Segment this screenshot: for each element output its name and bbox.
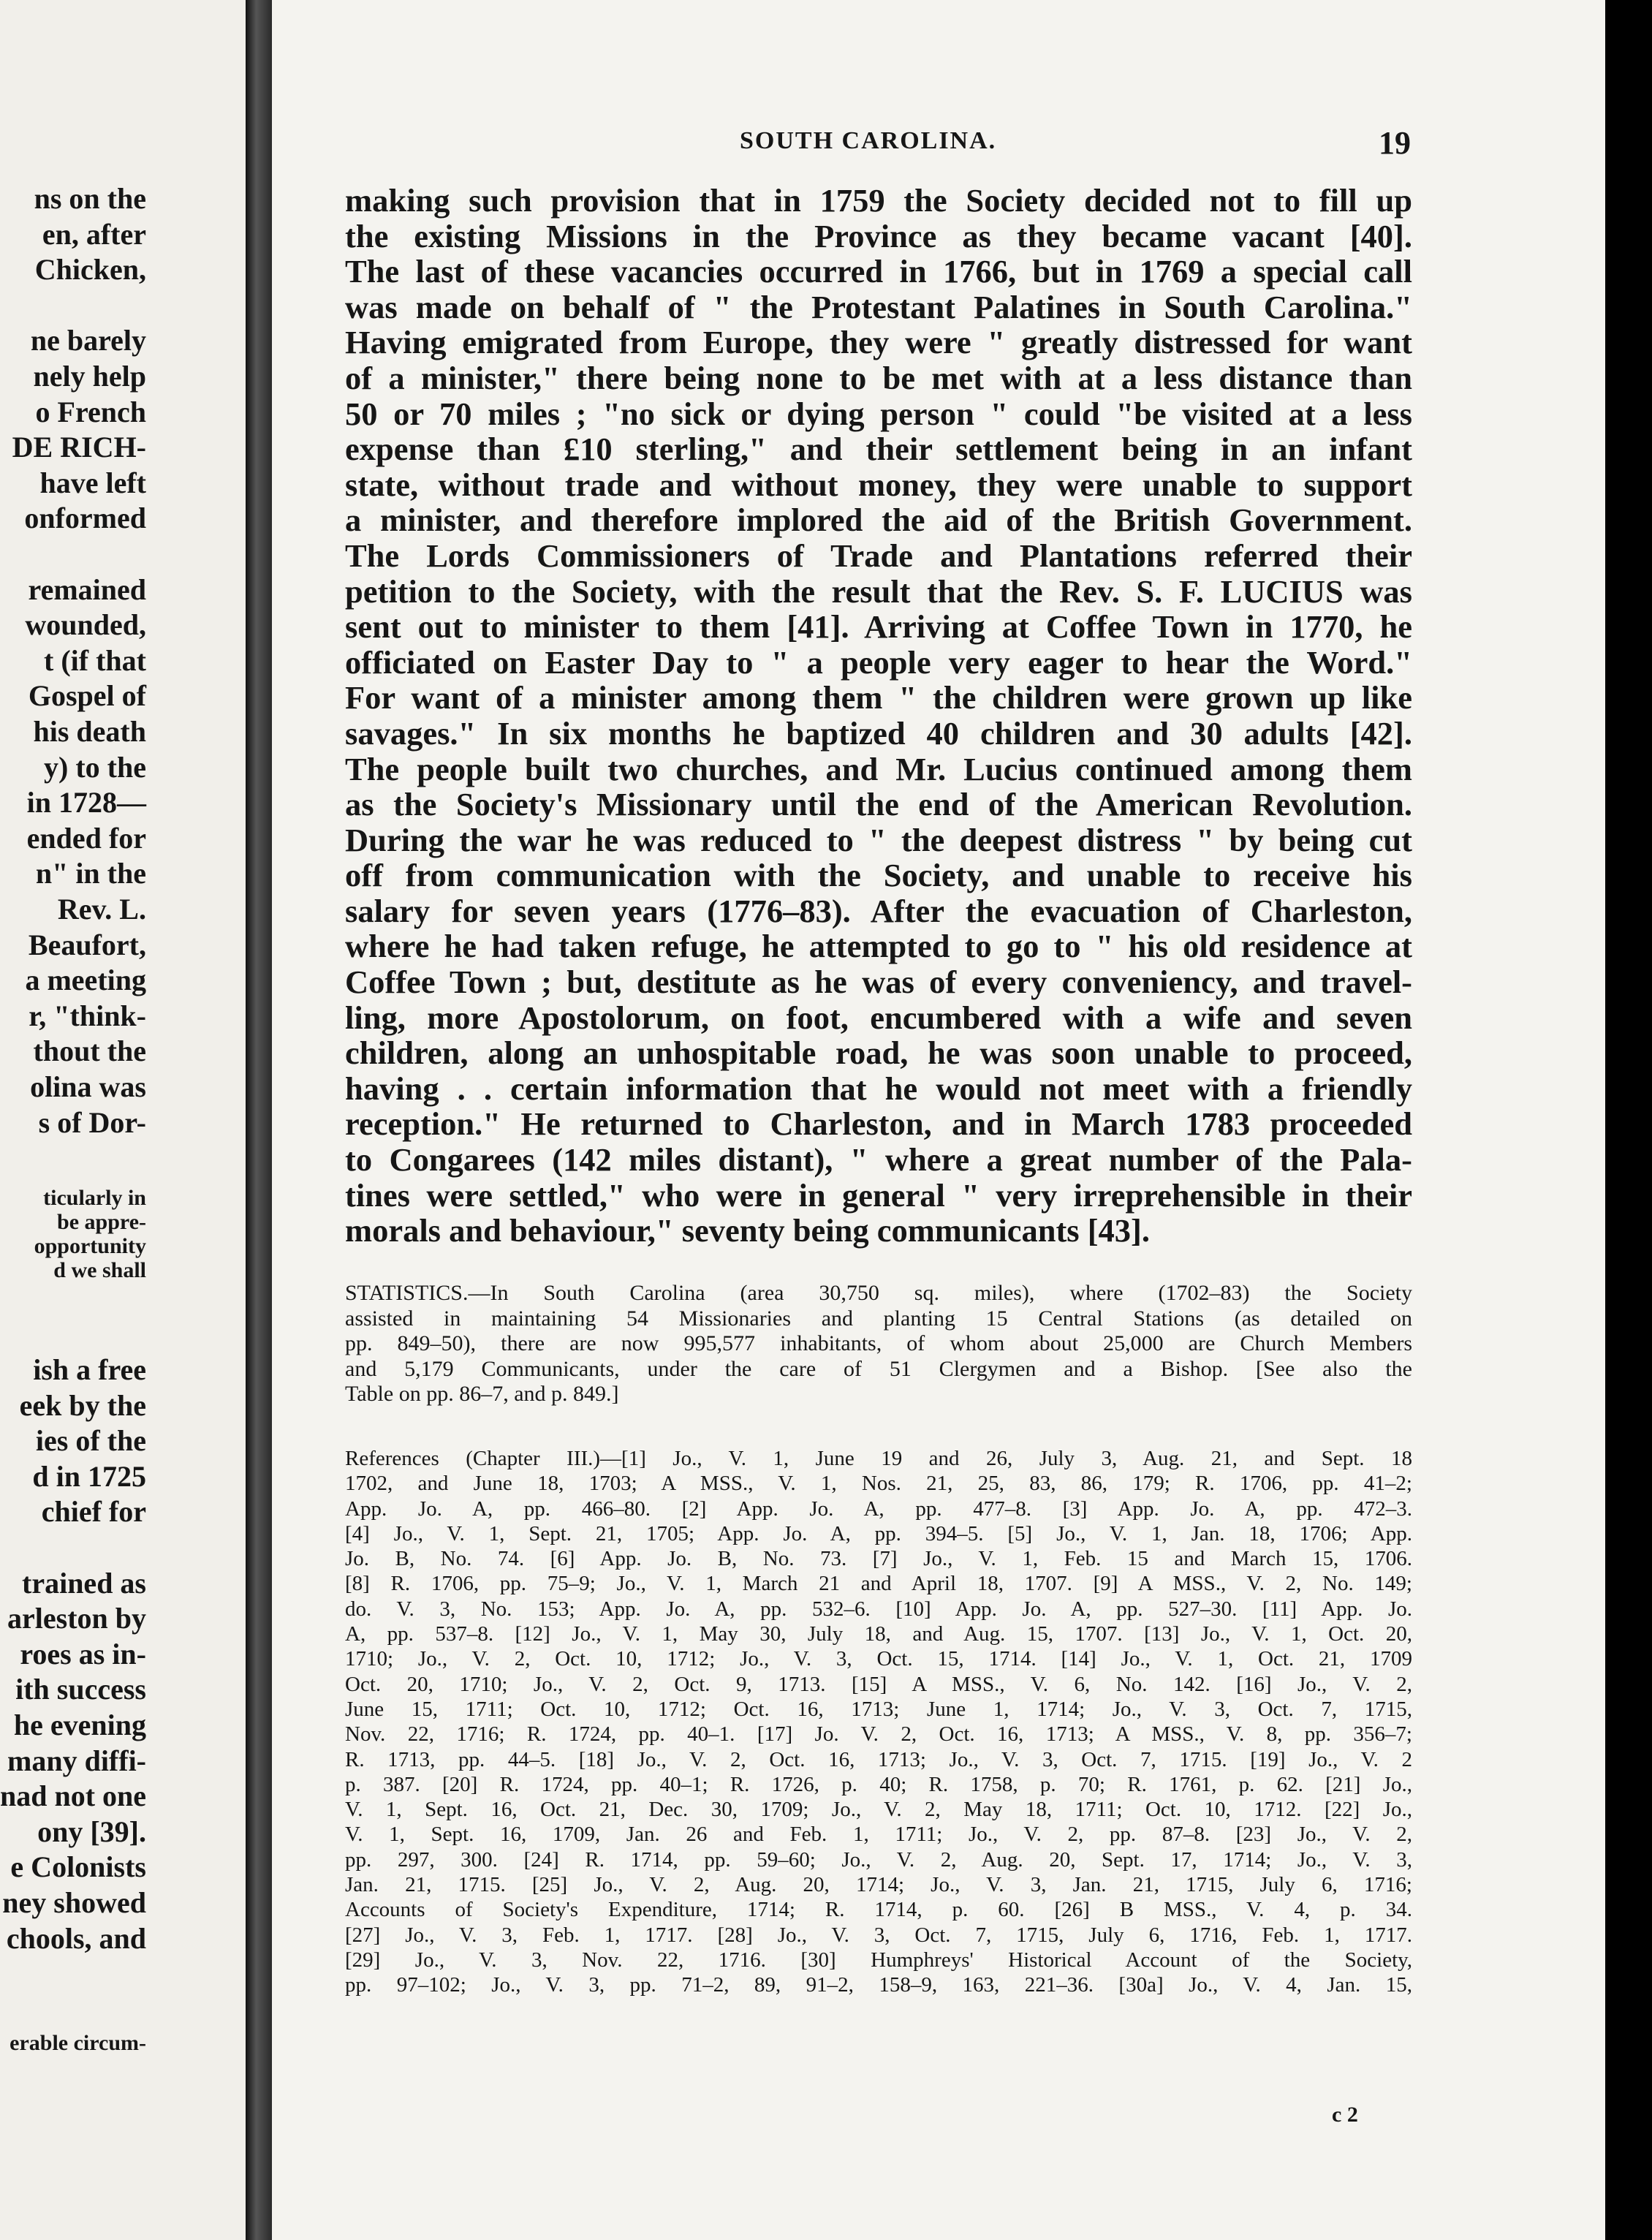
reference-line: Jan. 21, 1715. [25] Jo., V. 2, Aug. 20, 1714; Jo., V. 3, Jan. 21, 1715, July 6, 1716; — [345, 1873, 1412, 1897]
facing-page-line: he evening — [13, 1709, 146, 1741]
body-line: officiated on Easter Day to " a people very eager to hear the Word." — [345, 643, 1412, 681]
body-line: having . . certain information that he would not meet with a friendly — [345, 1070, 1412, 1107]
facing-page-line: trained as — [22, 1566, 146, 1600]
facing-page-line: nad not one — [0, 1779, 147, 1813]
facing-page-line: ne barely — [30, 324, 146, 357]
body-line: state, without trade and without money, they were unable to support — [345, 466, 1412, 503]
facing-page-line: ies of the — [35, 1424, 146, 1458]
body-line: the existing Missions in the Province as they became vacant [40]. — [345, 217, 1412, 254]
reference-line: [4] Jo., V. 1, Sept. 21, 1705; App. Jo. A, pp. 394–5. [5] Jo., V. 1, Jan. 18, 1706; App. — [345, 1521, 1412, 1545]
facing-page-line: DE RICH- — [12, 431, 146, 464]
reference-line: do. V. 3, No. 153; App. Jo. A, pp. 532–6. [10] App. Jo. A, pp. 527–30. [11] App. Jo. — [345, 1597, 1412, 1621]
reference-line: pp. 297, 300. [24] R. 1714, pp. 59–60; Jo., V. 2, Aug. 20, Sept. 17, 1714; Jo., V. 3, — [345, 1847, 1412, 1872]
facing-page-line: Chicken, — [34, 253, 146, 287]
facing-page-line: s of Dor- — [38, 1105, 146, 1139]
facing-page-line: eek by the — [19, 1388, 146, 1422]
body-line: a minister, and therefore implored the aid of the British Government. — [345, 502, 1412, 539]
facing-page-line: d we shall — [53, 1258, 146, 1282]
facing-page-line: Beaufort, — [28, 928, 146, 961]
body-line: savages." In six months he baptized 40 children and 30 adults [42]. — [345, 714, 1412, 752]
body-line: children, along an unhospitable road, he was soon unable to proceed, — [345, 1034, 1412, 1072]
facing-page-line: ony [39]. — [37, 1815, 146, 1848]
facing-page-bottom-line: erable circum- — [10, 2031, 146, 2055]
body-line: ling, more Apostolorum, on foot, encumbered with a wife and seven — [345, 999, 1412, 1036]
facing-page-line: e Colonists — [10, 1850, 146, 1884]
reference-line: [8] R. 1706, pp. 75–9; Jo., V. 1, March 21 and April 18, 1707. [9] A MSS., V. 2, No. 149; — [345, 1572, 1412, 1596]
facing-page-line: be appre- — [57, 1210, 146, 1234]
body-line: For want of a minister among them " the children were grown up like — [345, 679, 1412, 716]
body-line: The Lords Commissioners of Trade and Plantations referred their — [345, 537, 1412, 574]
facing-page-line: n" in the — [35, 857, 146, 890]
statistics-line: STATISTICS.—In South Carolina (area 30,750 sq. miles), where (1702–83) the Society — [345, 1281, 1412, 1305]
facing-page-line: in 1728— — [26, 786, 146, 820]
scan-edge — [1605, 0, 1652, 2240]
facing-page-line: ended for — [26, 821, 146, 855]
body-line: The people built two churches, and Mr. Lucius continued among them — [345, 750, 1412, 787]
book-page — [272, 0, 1605, 2240]
facing-page-line: ith success — [15, 1673, 146, 1706]
running-head: SOUTH CAROLINA. — [740, 127, 997, 154]
body-line: 50 or 70 miles ; "no sick or dying person " could "be visited at a less — [345, 395, 1412, 432]
facing-page-line: many diffi- — [7, 1744, 146, 1777]
body-line: making such provision that in 1759 the Society decided not to fill up — [345, 182, 1412, 219]
facing-page-line: opportunity — [34, 1234, 146, 1258]
facing-page-line: r, "think- — [29, 999, 146, 1032]
reference-line: June 15, 1711; Oct. 10, 1712; Oct. 16, 1713; June 1, 1714; Jo., V. 3, Oct. 7, 1715, — [345, 1697, 1412, 1721]
body-line: sent out to minister to them [41]. Arriving at Coffee Town in 1770, he — [345, 608, 1412, 646]
body-line: as the Society's Missionary until the end of the American Revolution. — [345, 786, 1412, 823]
body-line: of a minister," there being none to be met with at a less distance than — [345, 359, 1412, 396]
facing-page-line: arleston by — [7, 1602, 146, 1635]
statistics-line: and 5,179 Communicants, under the care of 51 Clergymen and a Bishop. [See also the — [345, 1356, 1412, 1381]
references-section — [345, 1446, 1412, 1998]
facing-page-line: Rev. L. — [57, 893, 146, 926]
facing-page-line: nely help — [33, 360, 146, 393]
body-line: morals and behaviour," seventy being communicants [43]. — [345, 1212, 1151, 1249]
page-header — [272, 124, 1605, 161]
reference-line: pp. 97–102; Jo., V. 3, pp. 71–2, 89, 91–2, 158–9, 163, 221–36. [30a] Jo., V. 4, Jan. 15, — [345, 1973, 1412, 1997]
body-line: Coffee Town ; but, destitute as he was of every conveniency, and travel- — [345, 964, 1412, 1001]
facing-page-line: chief for — [41, 1495, 146, 1529]
facing-page-line: chools, and — [6, 1921, 146, 1955]
reference-line: p. 387. [20] R. 1724, pp. 40–1; R. 1726, p. 40; R. 1758, p. 70; R. 1761, p. 62. [21] Jo., — [345, 1772, 1412, 1796]
body-line: reception." He returned to Charleston, and in March 1783 proceeded — [345, 1105, 1412, 1143]
statistics-line: Table on pp. 86–7, and p. 849.] — [345, 1382, 619, 1406]
body-line: where he had taken refuge, he attempted to go to " his old residence at — [345, 928, 1412, 965]
facing-page-line: y) to the — [44, 750, 146, 784]
reference-line: App. Jo. A, pp. 466–80. [2] App. Jo. A, pp. 477–8. [3] App. Jo. A, pp. 472–3. — [345, 1497, 1412, 1521]
reference-line: 1702, and June 18, 1703; A MSS., V. 1, Nos. 21, 25, 83, 86, 179; R. 1706, pp. 41–2; — [345, 1472, 1412, 1496]
reference-line: 1710; Jo., V. 2, Oct. 10, 1712; Jo., V. 3, Oct. 15, 1714. [14] Jo., V. 1, Oct. 21, 1709 — [345, 1647, 1412, 1671]
body-line: The last of these vacancies occurred in 1766, but in 1769 a special call — [345, 253, 1412, 290]
body-line: During the war he was reduced to " the deepest distress " by being cut — [345, 821, 1412, 858]
body-line: tines were settled," who were in general " very irreprehensible in their — [345, 1176, 1412, 1214]
reference-line: R. 1713, pp. 44–5. [18] Jo., V. 2, Oct. 16, 1713; Jo., V. 3, Oct. 7, 1715. [19] Jo., V. 2 — [345, 1747, 1412, 1771]
body-line: petition to the Society, with the result that the Rev. S. F. LUCIUS was — [345, 572, 1412, 610]
facing-page-line: t (if that — [44, 643, 146, 677]
book-gutter — [246, 0, 272, 2240]
body-line: was made on behalf of " the Protestant Palatines in South Carolina." — [345, 288, 1412, 325]
body-line: expense than £10 sterling," and their settlement being in an infant — [345, 431, 1412, 468]
facing-page-line: onformed — [24, 502, 146, 535]
reference-line: Oct. 20, 1710; Jo., V. 2, Oct. 9, 1713. [15] A MSS., V. 6, No. 142. [16] Jo., V. 2, — [345, 1672, 1412, 1696]
reference-line: V. 1, Sept. 16, Oct. 21, Dec. 30, 1709; Jo., V. 2, May 18, 1711; Oct. 10, 1712. [22] Jo., — [345, 1798, 1412, 1822]
body-line: Having emigrated from Europe, they were " greatly distressed for want — [345, 324, 1412, 361]
facing-page-line: d in 1725 — [32, 1459, 146, 1493]
facing-page-line: ney showed — [2, 1886, 146, 1919]
reference-line: References (Chapter III.)—[1] Jo., V. 1, June 19 and 26, July 3, Aug. 21, and Sept. 18 — [345, 1447, 1412, 1470]
reference-line: [29] Jo., V. 3, Nov. 22, 1716. [30] Humphreys' Historical Account of the Society, — [345, 1948, 1412, 1972]
reference-line: Nov. 22, 1716; R. 1724, pp. 40–1. [17] Jo. V. 2, Oct. 16, 1713; A MSS., V. 8, pp. 356–7; — [345, 1722, 1412, 1747]
body-line: salary for seven years (1776–83). After the evacuation of Charleston, — [345, 892, 1412, 929]
facing-page-line: his death — [33, 715, 146, 748]
facing-page-line: roes as in- — [20, 1637, 146, 1670]
page-number: 19 — [1379, 125, 1411, 161]
statistics-line: assisted in maintaining 54 Missionaries and planting 15 Central Stations (as detailed on — [345, 1306, 1412, 1331]
facing-page-line: thout the — [33, 1034, 146, 1068]
reference-line: [27] Jo., V. 3, Feb. 1, 1717. [28] Jo., V. 3, Oct. 7, 1715, July 6, 1716, Feb. 1, 1717. — [345, 1923, 1412, 1947]
facing-page-line: en, after — [42, 217, 146, 251]
facing-page-line: Gospel of — [28, 679, 146, 713]
facing-page-line: o French — [35, 395, 146, 428]
facing-page-line: ns on the — [34, 182, 146, 215]
facing-page-line: ticularly in — [43, 1186, 146, 1210]
facing-page-line: wounded, — [25, 608, 146, 642]
reference-line: V. 1, Sept. 16, 1709, Jan. 26 and Feb. 1, 1711; Jo., V. 2, pp. 87–8. [23] Jo., V. 2, — [345, 1823, 1412, 1847]
facing-page-fragment — [0, 0, 246, 2240]
facing-page-line: remained — [28, 572, 146, 606]
facing-page-line: olina was — [30, 1070, 146, 1103]
facing-page-line: ish a free — [33, 1353, 146, 1386]
reference-line: A, pp. 537–8. [12] Jo., V. 1, May 30, July 18, and Aug. 15, 1707. [13] Jo., V. 1, Oct. 20, — [345, 1622, 1412, 1646]
facing-page-line: have left — [39, 466, 146, 499]
statistics-note — [345, 1281, 1412, 1407]
statistics-line: pp. 849–50), there are now 995,577 inhabitants, of whom about 25,000 are Church Members — [345, 1331, 1412, 1355]
body-text — [345, 183, 1412, 1249]
facing-page-line: a meeting — [25, 964, 146, 997]
body-line: to Congarees (142 miles distant), " where a great number of the Pala- — [345, 1141, 1412, 1178]
body-line: off from communication with the Society, and unable to receive his — [345, 857, 1412, 894]
reference-line: Accounts of Society's Expenditure, 1714; R. 1714, p. 60. [26] B MSS., V. 4, p. 34. — [345, 1898, 1412, 1922]
reference-line: Jo. B, No. 74. [6] App. Jo. B, No. 73. [7] Jo., V. 1, Feb. 15 and March 15, 1706. — [345, 1547, 1412, 1571]
signature-mark: c 2 — [1332, 2103, 1358, 2127]
